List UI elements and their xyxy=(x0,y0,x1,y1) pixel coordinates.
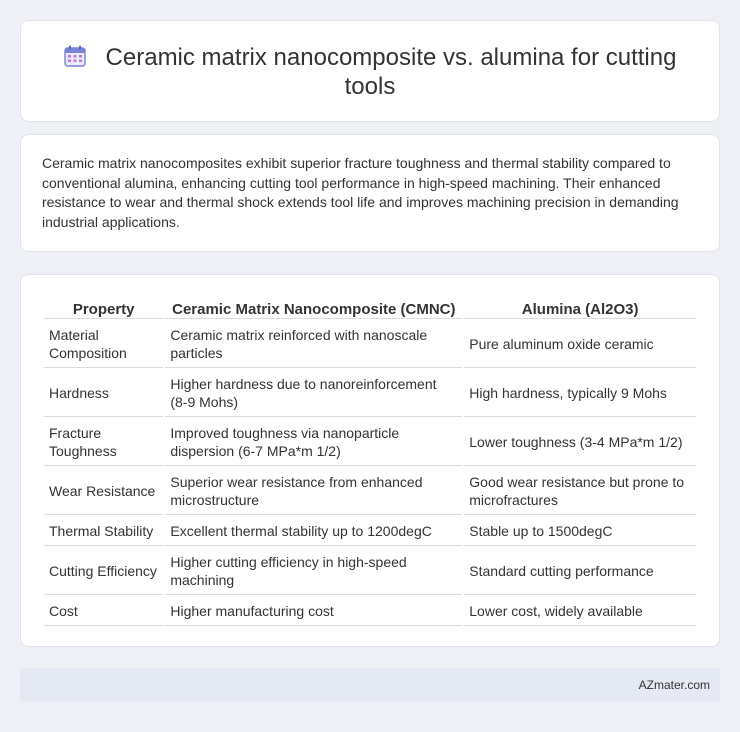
column-header-alumina: Alumina (Al2O3) xyxy=(464,297,696,319)
footer-bar xyxy=(20,668,720,702)
row-alumina-value: Lower cost, widely available xyxy=(464,597,696,626)
row-property: Material Composition xyxy=(44,321,163,368)
comparison-card xyxy=(20,274,720,647)
row-property: Cutting Efficiency xyxy=(44,548,163,595)
row-alumina-value: High hardness, typically 9 Mohs xyxy=(464,370,696,417)
row-property: Thermal Stability xyxy=(44,517,163,546)
row-cmnc-value: Excellent thermal stability up to 1200degC xyxy=(165,517,462,546)
table-row xyxy=(44,370,696,417)
row-cmnc-value: Higher cutting efficiency in high-speed machining xyxy=(165,548,462,595)
row-cmnc-value: Higher hardness due to nanoreinforcement (8-9 Mohs) xyxy=(165,370,462,417)
footer-site-link[interactable]: AZmater.com xyxy=(638,678,710,692)
calendar-icon xyxy=(64,45,86,67)
row-property: Hardness xyxy=(44,370,163,417)
row-alumina-value: Standard cutting performance xyxy=(464,548,696,595)
row-property: Wear Resistance xyxy=(44,468,163,515)
row-alumina-value: Good wear resistance but prone to microfractures xyxy=(464,468,696,515)
title-card xyxy=(20,20,720,122)
row-alumina-value: Pure aluminum oxide ceramic xyxy=(464,321,696,368)
table-row xyxy=(44,548,696,595)
row-cmnc-value: Ceramic matrix reinforced with nanoscale particles xyxy=(165,321,462,368)
comparison-table xyxy=(42,295,698,628)
row-cmnc-value: Superior wear resistance from enhanced microstructure xyxy=(165,468,462,515)
page-title: Ceramic matrix nanocomposite vs. alumina for cutting tools xyxy=(105,44,677,100)
table-row xyxy=(44,597,696,626)
table-row xyxy=(44,419,696,466)
description-text: Ceramic matrix nanocomposites exhibit superior fracture toughness and thermal stability compared to conventional alumina, enhancing cutting tool performance in high-speed machining. Their enhanced resistance to wear and thermal shock extends tool life and improves machining precision in demanding industrial applications. xyxy=(42,155,679,230)
table-header-row xyxy=(44,297,696,319)
row-property: Cost xyxy=(44,597,163,626)
table-row xyxy=(44,468,696,515)
column-header-cmnc: Ceramic Matrix Nanocomposite (CMNC) xyxy=(165,297,462,319)
row-alumina-value: Stable up to 1500degC xyxy=(464,517,696,546)
page-title-container xyxy=(21,43,719,101)
table-row xyxy=(44,321,696,368)
description-card xyxy=(20,134,720,252)
table-row xyxy=(44,517,696,546)
row-alumina-value: Lower toughness (3-4 MPa*m 1/2) xyxy=(464,419,696,466)
row-cmnc-value: Higher manufacturing cost xyxy=(165,597,462,626)
row-cmnc-value: Improved toughness via nanoparticle dispersion (6-7 MPa*m 1/2) xyxy=(165,419,462,466)
column-header-property: Property xyxy=(44,297,163,319)
row-property: Fracture Toughness xyxy=(44,419,163,466)
